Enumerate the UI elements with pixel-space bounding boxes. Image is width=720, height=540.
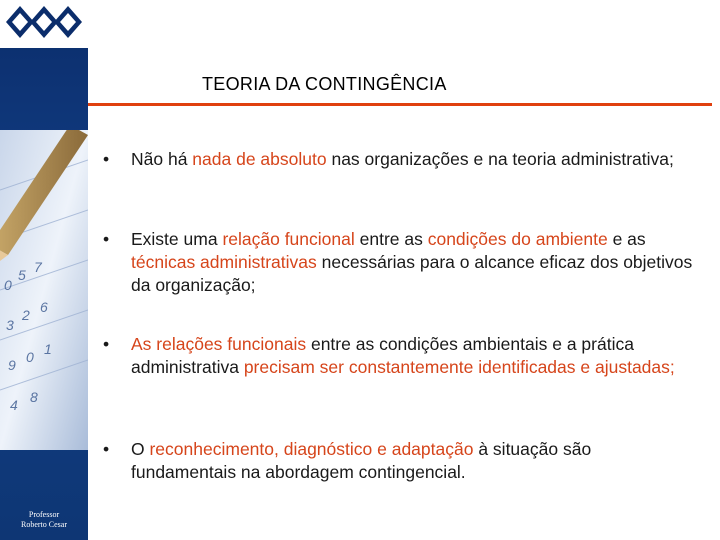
svg-text:2: 2 — [22, 307, 30, 323]
text-segment: Existe uma — [131, 229, 223, 249]
diamond-logo-icon — [0, 0, 88, 48]
svg-text:1: 1 — [44, 341, 52, 357]
text-segment: entre as — [354, 229, 428, 249]
sidebar — [0, 0, 88, 540]
svg-text:6: 6 — [40, 299, 48, 315]
bullet-dot: • — [103, 229, 110, 249]
bullet-text — [131, 148, 696, 171]
text-segment: Não há — [131, 149, 193, 169]
highlighted-text: condições do ambiente — [427, 229, 608, 249]
text-segment: entre as condições ambientais e a prática administrativa — [131, 334, 634, 377]
text-segment: à situação são fundamentais na abordagem contingencial. — [131, 439, 592, 482]
credit-line-2: Roberto Cesar — [21, 520, 67, 529]
text-segment: e as — [607, 229, 646, 249]
svg-text:5: 5 — [18, 267, 26, 283]
pencil-paper-image — [0, 130, 88, 450]
svg-text:0: 0 — [4, 277, 12, 293]
bullet-text — [131, 438, 696, 484]
highlighted-text: técnicas administrativas — [131, 252, 317, 272]
svg-text:0: 0 — [26, 349, 34, 365]
svg-text:9: 9 — [8, 357, 16, 373]
svg-text:7: 7 — [34, 259, 42, 275]
bullet-text — [131, 333, 696, 379]
svg-text:3: 3 — [6, 317, 14, 333]
bullet-dot: • — [103, 439, 110, 459]
bullet-dot: • — [103, 334, 110, 354]
highlighted-text: As relações funcionais — [131, 334, 307, 354]
author-credit — [0, 510, 88, 530]
highlighted-text: precisam ser constantemente identificadas e ajustadas; — [243, 357, 675, 377]
text-segment: necessárias para o alcance eficaz dos objetivos da organização; — [131, 252, 693, 295]
highlighted-text: nada de absoluto — [192, 149, 327, 169]
slide-title: TEORIA DA CONTINGÊNCIA — [202, 74, 447, 94]
svg-text:4: 4 — [10, 397, 18, 413]
bullet-text — [131, 228, 696, 297]
title-underline — [88, 103, 712, 106]
svg-text:8: 8 — [30, 389, 38, 405]
logo — [0, 0, 88, 48]
text-segment: O — [131, 439, 150, 459]
credit-line-1: Professor — [28, 510, 60, 519]
text-segment: nas organizações e na teoria administrativa; — [326, 149, 674, 169]
highlighted-text: relação funcional — [222, 229, 355, 249]
bullet-dot: • — [103, 149, 110, 169]
highlighted-text: reconhecimento, diagnóstico e adaptação — [149, 439, 474, 459]
